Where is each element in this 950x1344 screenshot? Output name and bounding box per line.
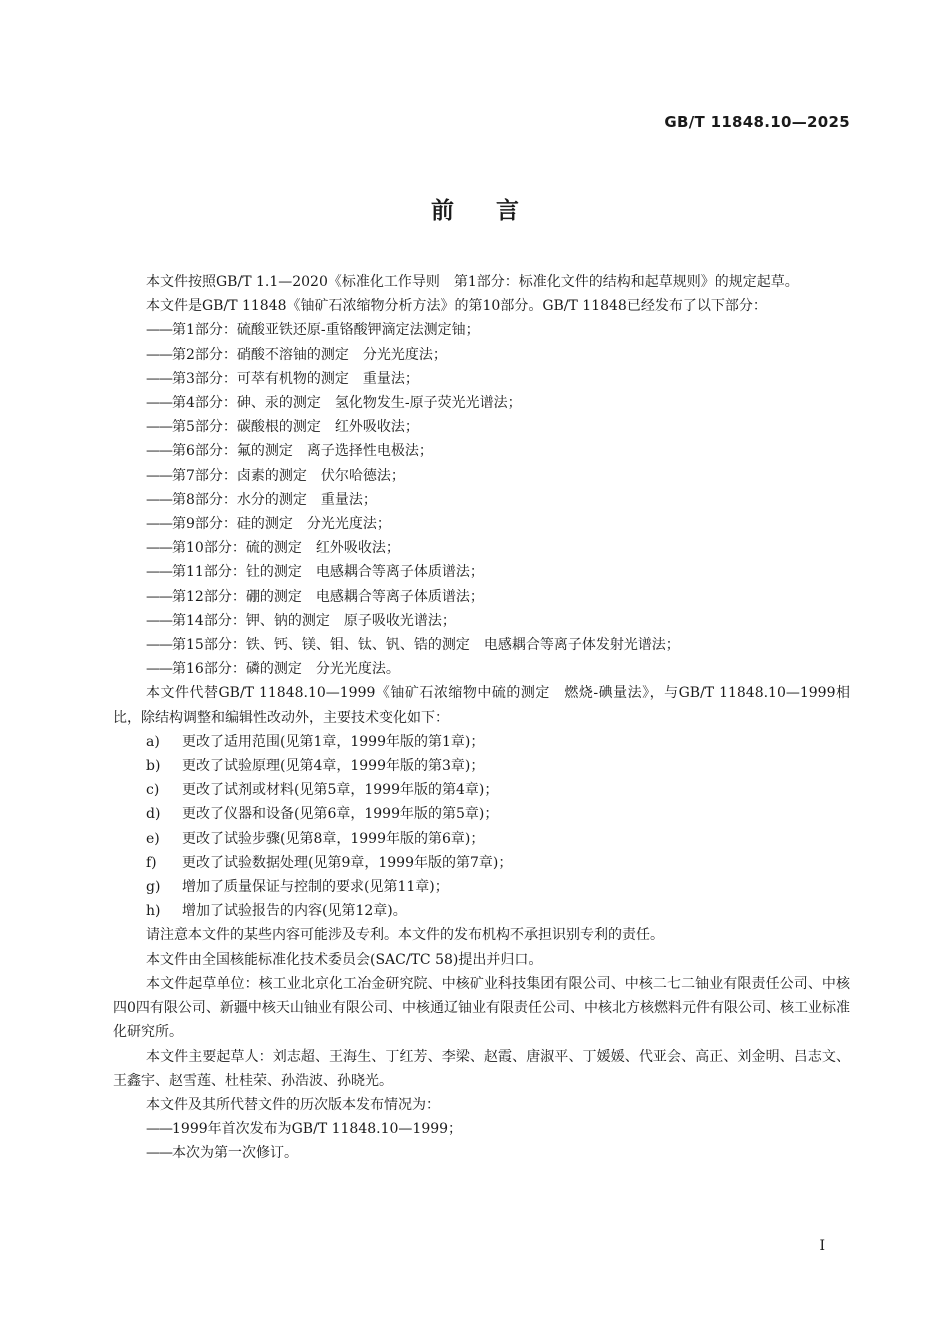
change-list-item — [113, 730, 850, 754]
list-text: 增加了试验报告的内容(见第12章)。 — [182, 903, 407, 920]
page-title: 前言 — [431, 198, 561, 224]
part-list-item: —— 第10部分：硫的测定 红外吸收法； — [113, 536, 850, 560]
paragraph-drafting-units: 本文件起草单位：核工业北京化工冶金研究院、中核矿业科技集团有限公司、中核二七二铀业有限责任公司、中核四0四有限公司、新疆中核天山铀业有限公司、中核通辽铀业有限责任公司、中核北方核燃料元件有限公司、核工业标准化研究所。 — [113, 975, 850, 1041]
part-list-item: —— 第1部分：硫酸亚铁还原-重铬酸钾滴定法测定铀； — [113, 318, 850, 342]
list-text: 更改了试剂或材料(见第5章，1999年版的第4章)； — [182, 782, 499, 799]
standard-number: GB/T 11848.10—2025 — [664, 113, 850, 131]
part-list-item: —— 第4部分：砷、汞的测定 氢化物发生-原子荧光光谱法； — [113, 391, 850, 415]
part-list-item: —— 第11部分：钍的测定 电感耦合等离子体质谱法； — [113, 560, 850, 584]
list-marker: e) — [146, 830, 160, 847]
part-list-item: —— 第7部分：卤素的测定 伏尔哈德法； — [113, 464, 850, 488]
list-marker: a) — [146, 733, 160, 750]
history-list-item: —— 1999年首次发布为GB/T 11848.10—1999； — [113, 1117, 850, 1141]
part-list-item: —— 第15部分：铁、钙、镁、钼、钛、钒、锆的测定 电感耦合等离子体发射光谱法； — [113, 633, 850, 657]
part-list-item: —— 第3部分：可萃有机物的测定 重量法； — [113, 367, 850, 391]
list-marker: h) — [146, 903, 161, 920]
paragraph-replacement: 本文件代替GB/T 11848.10—1999《铀矿石浓缩物中硫的测定 燃烧-碘量法》，与GB/T 11848.10—1999相比，除结构调整和编辑性改动外，主要技术变化如下： — [113, 685, 850, 726]
page-number: I — [819, 1238, 825, 1254]
part-list-item: —— 第6部分：氟的测定 离子选择性电极法； — [113, 439, 850, 463]
paragraph-history-intro: 本文件及其所代替文件的历次版本发布情况为： — [146, 1096, 440, 1113]
change-list-item — [113, 754, 850, 778]
part-list-item: —— 第12部分：硼的测定 电感耦合等离子体质谱法； — [113, 585, 850, 609]
list-text: 增加了质量保证与控制的要求(见第11章)； — [182, 879, 449, 896]
list-marker: f) — [146, 854, 157, 871]
part-list-item: —— 第2部分：硝酸不溶铀的测定 分光光度法； — [113, 343, 850, 367]
paragraph-drafters: 本文件主要起草人：刘志超、王海生、丁红芳、李梁、赵霞、唐淑平、丁媛媛、代亚会、高正、刘金明、吕志文、王鑫宇、赵雪莲、杜桂荣、孙浩波、孙晓光。 — [113, 1048, 850, 1089]
change-list-item — [113, 899, 850, 923]
change-list-item — [113, 827, 850, 851]
part-list-item: —— 第14部分：钾、钠的测定 原子吸收光谱法； — [113, 609, 850, 633]
list-marker: g) — [146, 879, 161, 896]
part-list-item: —— 第9部分：硅的测定 分光光度法； — [113, 512, 850, 536]
change-list-item — [113, 875, 850, 899]
list-marker: c) — [146, 782, 160, 799]
paragraph-drafting-rules: 本文件按照GB/T 1.1—2020《标准化工作导则 第1部分：标准化文件的结构和起草规则》的规定起草。 — [146, 274, 799, 290]
history-list-item: —— 本次为第一次修订。 — [113, 1141, 850, 1165]
part-list-item: —— 第8部分：水分的测定 重量法； — [113, 488, 850, 512]
list-text: 更改了适用范围(见第1章，1999年版的第1章)； — [182, 733, 485, 750]
paragraph-proposer: 本文件由全国核能标准化技术委员会(SAC/TC 58)提出并归口。 — [146, 951, 543, 968]
change-list-item — [113, 851, 850, 875]
paragraph-series-intro: 本文件是GB/T 11848《铀矿石浓缩物分析方法》的第10部分。GB/T 11848已经发布了以下部分： — [146, 298, 767, 315]
list-marker: b) — [146, 758, 161, 775]
list-text: 更改了试验数据处理(见第9章，1999年版的第7章)； — [182, 854, 513, 871]
part-list-item: —— 第5部分：碳酸根的测定 红外吸收法； — [113, 415, 850, 439]
list-marker: d) — [146, 806, 161, 823]
change-list-item — [113, 802, 850, 826]
list-text: 更改了试验原理(见第4章，1999年版的第3章)； — [182, 758, 485, 775]
document-body — [113, 270, 850, 1166]
list-text: 更改了试验步骤(见第8章，1999年版的第6章)； — [182, 830, 485, 847]
paragraph-patent-notice: 请注意本文件的某些内容可能涉及专利。本文件的发布机构不承担识别专利的责任。 — [146, 927, 664, 944]
change-list-item — [113, 778, 850, 802]
list-text: 更改了仪器和设备(见第6章，1999年版的第5章)； — [182, 806, 499, 823]
part-list-item: —— 第16部分：磷的测定 分光光度法。 — [113, 657, 850, 681]
